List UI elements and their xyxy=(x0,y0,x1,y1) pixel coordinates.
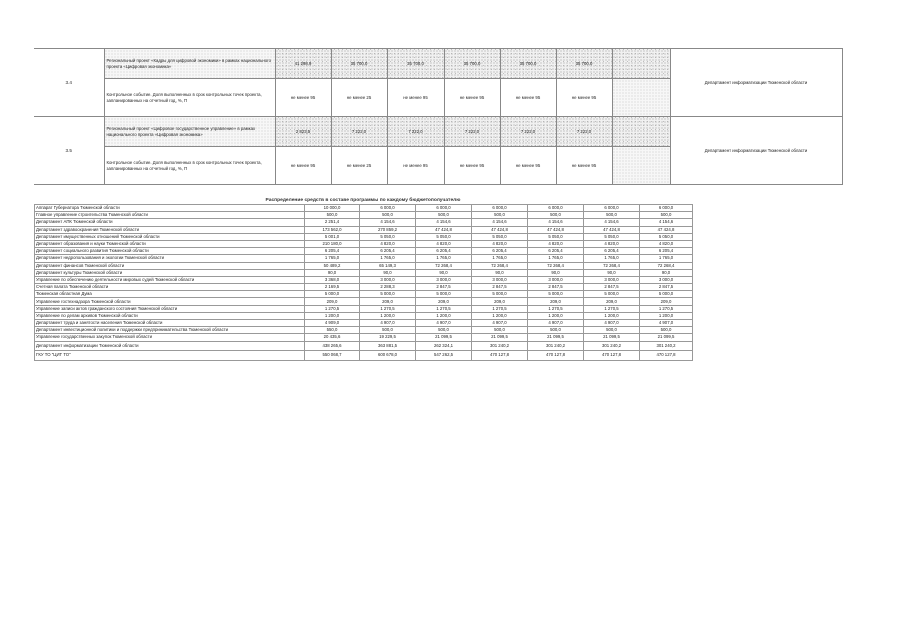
recipient-amount: 90,0 xyxy=(305,269,360,276)
indicator-text: Контрольное событие. Доля выполненных в срок контрольных точек проекта, запланированных на отчетный год, %, П xyxy=(104,147,275,185)
recipient-amount: 72 268,4 xyxy=(416,262,472,269)
recipient-amount: 500,0 xyxy=(416,327,472,334)
recipient-amount: 5 050,0 xyxy=(416,233,472,240)
recipient-name: Департамент инвестиционной политики и поддержки предпринимательства Тюменской области xyxy=(35,327,305,334)
recipient-amount: 1 200,0 xyxy=(640,312,693,319)
recipient-amount: 1 200,0 xyxy=(528,312,584,319)
recipient-amount: 5 000,0 xyxy=(528,291,584,298)
recipient-amount: 1 200,0 xyxy=(305,312,360,319)
recipient-amount: 19 229,5 xyxy=(360,334,416,341)
indicator-value: не менее 25 xyxy=(331,147,387,185)
distribution-row xyxy=(35,312,693,319)
recipient-amount: 10 000,0 xyxy=(305,205,360,212)
recipient-amount: 4 907,0 xyxy=(584,320,640,327)
indicator-empty-cell xyxy=(612,147,670,185)
recipient-amount: 5 050,0 xyxy=(640,233,693,240)
distribution-row xyxy=(35,305,693,312)
recipient-amount: 301 240,2 xyxy=(472,341,528,351)
recipient-name: Департамент здравоохранения Тюменской области xyxy=(35,226,305,233)
recipient-amount: 210 180,0 xyxy=(305,240,360,247)
recipient-amount: 47 424,8 xyxy=(472,226,528,233)
distribution-row xyxy=(35,240,693,247)
recipient-amount: 3 000,0 xyxy=(360,276,416,283)
recipient-amount: 500,0 xyxy=(640,212,693,219)
recipient-amount: 5 000,0 xyxy=(305,291,360,298)
recipient-amount: 6 205,4 xyxy=(360,248,416,255)
recipient-amount: 1 200,0 xyxy=(472,312,528,319)
distribution-row xyxy=(35,269,693,276)
indicator-value: не менее 95 xyxy=(556,147,612,185)
recipient-amount: 90,0 xyxy=(584,269,640,276)
recipient-amount: 1 200,0 xyxy=(584,312,640,319)
recipient-amount: 47 424,8 xyxy=(640,226,693,233)
project-empty-cell xyxy=(612,49,670,79)
recipient-amount: 47 424,8 xyxy=(416,226,472,233)
recipient-amount: 6 000,0 xyxy=(360,205,416,212)
recipient-amount: 209,0 xyxy=(305,298,360,305)
recipient-amount: 1 270,5 xyxy=(584,305,640,312)
project-title: Региональный проект «Кадры для цифровой экономики» в рамках национального проекта «Цифровая экономика» xyxy=(104,49,275,79)
recipient-amount: 4 907,0 xyxy=(528,320,584,327)
recipient-amount: 1 200,0 xyxy=(360,312,416,319)
indicator-value: не менее 95 xyxy=(387,79,444,117)
recipient-amount: 500,0 xyxy=(305,212,360,219)
distribution-row xyxy=(35,298,693,305)
recipient-amount: 3 000,0 xyxy=(640,276,693,283)
project-value: 41 298,9 xyxy=(275,49,331,79)
recipient-amount: 550,0 xyxy=(305,327,360,334)
distribution-row xyxy=(35,205,693,212)
recipient-amount: 262 324,1 xyxy=(416,341,472,351)
recipient-amount: 65 149,3 xyxy=(360,262,416,269)
recipient-amount: 2 169,5 xyxy=(305,284,360,291)
indicator-value: не менее 95 xyxy=(556,79,612,117)
recipient-amount: 500,0 xyxy=(472,327,528,334)
recipient-amount: 270 859,2 xyxy=(360,226,416,233)
distribution-row xyxy=(35,327,693,334)
recipient-amount: 47 424,8 xyxy=(528,226,584,233)
recipient-amount: 20 435,6 xyxy=(305,334,360,341)
recipient-amount: 90,0 xyxy=(416,269,472,276)
distribution-row xyxy=(35,284,693,291)
indicator-value: не менее 25 xyxy=(331,79,387,117)
recipient-amount: 3 000,0 xyxy=(416,276,472,283)
indicator-value: не менее 95 xyxy=(500,79,556,117)
recipient-amount: 4 154,6 xyxy=(360,219,416,226)
project-row xyxy=(34,49,842,79)
indicator-value: не менее 95 xyxy=(387,147,444,185)
distribution-title: Распределение средств в составе программы по каждому бюджетополучателю xyxy=(265,198,461,203)
recipient-amount: 500,0 xyxy=(360,327,416,334)
recipient-amount: 21 099,5 xyxy=(472,334,528,341)
recipient-amount: 6 205,4 xyxy=(584,248,640,255)
recipient-amount: 72 268,4 xyxy=(640,262,693,269)
recipient-name: Департамент информатизации Тюменской области xyxy=(35,341,305,351)
recipient-amount: 5 001,0 xyxy=(305,233,360,240)
recipient-amount: 4 907,0 xyxy=(360,320,416,327)
recipient-amount: 6 205,4 xyxy=(640,248,693,255)
distribution-row xyxy=(35,219,693,226)
recipient-name: Управление по делам архивов Тюменской области xyxy=(35,312,305,319)
project-number: 3.5 xyxy=(34,117,104,185)
recipient-amount: 3 000,0 xyxy=(584,276,640,283)
recipient-amount: 90,0 xyxy=(640,269,693,276)
project-value: 35 700,0 xyxy=(387,49,444,79)
project-empty-cell xyxy=(612,117,670,147)
recipient-amount: 1 765,0 xyxy=(640,255,693,262)
recipient-amount: 4 154,6 xyxy=(584,219,640,226)
project-value: 35 700,0 xyxy=(556,49,612,79)
recipient-amount: 3 368,0 xyxy=(305,276,360,283)
recipient-amount: 301 240,2 xyxy=(584,341,640,351)
recipient-amount: 5 050,0 xyxy=(528,233,584,240)
project-row xyxy=(34,117,842,147)
recipient-name: Департамент социального развития Тюменской области xyxy=(35,248,305,255)
recipient-amount: 1 765,0 xyxy=(528,255,584,262)
project-value: 7 222,0 xyxy=(331,117,387,147)
recipient-amount: 2 251,4 xyxy=(305,219,360,226)
recipient-amount: 5 000,0 xyxy=(584,291,640,298)
indicator-value: не менее 95 xyxy=(444,79,500,117)
recipient-amount: 1 270,5 xyxy=(640,305,693,312)
recipient-amount: 6 000,0 xyxy=(416,205,472,212)
recipient-name: Департамент культуры Тюменской области xyxy=(35,269,305,276)
recipient-amount: 438 265,6 xyxy=(305,341,360,351)
distribution-table xyxy=(34,204,693,361)
recipient-amount: 21 099,5 xyxy=(640,334,693,341)
recipient-amount: 6 205,4 xyxy=(528,248,584,255)
project-value: 35 700,0 xyxy=(331,49,387,79)
distribution-row xyxy=(35,276,693,283)
recipient-amount: 4 820,0 xyxy=(416,240,472,247)
recipient-amount: 72 268,4 xyxy=(472,262,528,269)
recipient-amount: 173 562,0 xyxy=(305,226,360,233)
recipient-amount: 1 270,5 xyxy=(472,305,528,312)
project-value: 2 823,5 xyxy=(275,117,331,147)
recipient-amount: 5 050,0 xyxy=(584,233,640,240)
recipient-amount: 3 000,0 xyxy=(472,276,528,283)
recipient-amount: 363 881,5 xyxy=(360,341,416,351)
recipient-amount: 209,0 xyxy=(640,298,693,305)
recipient-amount: 21 099,5 xyxy=(416,334,472,341)
recipient-amount: 90,0 xyxy=(528,269,584,276)
recipient-name: Счетная палата Тюменской области xyxy=(35,284,305,291)
recipient-amount: 1 200,0 xyxy=(416,312,472,319)
recipient-amount: 1 765,0 xyxy=(584,255,640,262)
recipient-amount: 1 765,0 xyxy=(416,255,472,262)
distribution-row xyxy=(35,341,693,351)
recipient-amount: 21 099,5 xyxy=(528,334,584,341)
recipient-amount: 4 154,6 xyxy=(528,219,584,226)
recipient-amount: 2 847,5 xyxy=(584,284,640,291)
indicator-empty-cell xyxy=(612,79,670,117)
recipient-amount: 1 270,5 xyxy=(528,305,584,312)
recipient-name: Департамент имущественных отношений Тюменской области xyxy=(35,233,305,240)
recipient-amount: 500,0 xyxy=(416,212,472,219)
indicator-value: не менее 95 xyxy=(444,147,500,185)
recipient-amount: 1 765,0 xyxy=(305,255,360,262)
project-number: 3.4 xyxy=(34,49,104,117)
recipient-amount: 500,0 xyxy=(584,327,640,334)
recipient-amount: 470 127,8 xyxy=(528,351,584,361)
recipient-amount: 301 240,2 xyxy=(640,341,693,351)
recipient-name: Тюменская областная Дума xyxy=(35,291,305,298)
recipient-amount: 1 270,5 xyxy=(416,305,472,312)
recipient-name: Управление государственных закупок Тюменской области xyxy=(35,334,305,341)
recipient-amount: 5 000,0 xyxy=(360,291,416,298)
recipient-amount: 4 907,0 xyxy=(416,320,472,327)
recipient-amount: 4 820,0 xyxy=(640,240,693,247)
recipient-amount: 2 288,3 xyxy=(360,284,416,291)
distribution-row xyxy=(35,334,693,341)
recipient-amount: 6 205,4 xyxy=(472,248,528,255)
recipient-amount: 470 127,8 xyxy=(640,351,693,361)
recipient-amount: 4 154,6 xyxy=(472,219,528,226)
project-department: Департамент информатизации Тюменской области xyxy=(670,49,842,117)
recipient-amount: 4 907,0 xyxy=(640,320,693,327)
distribution-row xyxy=(35,212,693,219)
recipient-name: Главное управление строительства Тюменской области xyxy=(35,212,305,219)
recipient-amount: 500,0 xyxy=(472,212,528,219)
recipient-amount: 5 050,0 xyxy=(360,233,416,240)
recipient-amount: 2 847,5 xyxy=(640,284,693,291)
recipient-amount: 4 154,6 xyxy=(416,219,472,226)
project-value: 7 222,0 xyxy=(500,117,556,147)
recipient-amount: 2 847,5 xyxy=(416,284,472,291)
project-value: 7 222,0 xyxy=(444,117,500,147)
recipient-amount: 21 099,5 xyxy=(584,334,640,341)
recipient-amount: 500,0 xyxy=(640,327,693,334)
recipient-amount: 5 000,0 xyxy=(416,291,472,298)
recipient-amount: 209,0 xyxy=(416,298,472,305)
recipient-amount: 500,0 xyxy=(584,212,640,219)
recipient-amount: 90,0 xyxy=(360,269,416,276)
recipient-amount: 2 847,5 xyxy=(472,284,528,291)
project-value: 35 700,0 xyxy=(500,49,556,79)
distribution-row xyxy=(35,262,693,269)
recipient-amount: 600 678,0 xyxy=(360,351,416,361)
recipient-amount: 6 000,0 xyxy=(584,205,640,212)
recipient-amount: 50 489,2 xyxy=(305,262,360,269)
recipient-name: Департамент недропользования и экологии Тюменской области xyxy=(35,255,305,262)
recipient-amount: 2 847,5 xyxy=(528,284,584,291)
recipient-amount: 72 268,4 xyxy=(584,262,640,269)
recipient-name: ГКУ ТО "ЦИТ ТО" xyxy=(35,351,305,361)
recipient-name: Департамент труда и занятости населения Тюменской области xyxy=(35,320,305,327)
project-value: 7 222,0 xyxy=(556,117,612,147)
recipient-amount: 1 270,5 xyxy=(305,305,360,312)
recipient-amount: 3 000,0 xyxy=(528,276,584,283)
recipient-amount: 1 765,0 xyxy=(472,255,528,262)
indicator-text: Контрольное событие. Доля выполненных в срок контрольных точек проекта, запланированных на отчетный год, %, П xyxy=(104,79,275,117)
distribution-row xyxy=(35,291,693,298)
recipient-amount: 209,0 xyxy=(360,298,416,305)
recipient-amount: 4 909,0 xyxy=(305,320,360,327)
distribution-row xyxy=(35,233,693,240)
distribution-row xyxy=(35,320,693,327)
recipient-amount: 209,0 xyxy=(584,298,640,305)
projects-table xyxy=(34,48,843,185)
recipient-amount: 500,0 xyxy=(528,327,584,334)
recipient-amount: 500,0 xyxy=(360,212,416,219)
recipient-amount: 6 000,0 xyxy=(472,205,528,212)
recipient-name: Управление по обеспечению деятельности мировых судей Тюменской области xyxy=(35,276,305,283)
recipient-amount: 1 270,5 xyxy=(360,305,416,312)
recipient-amount: 5 050,0 xyxy=(472,233,528,240)
recipient-amount: 4 820,0 xyxy=(472,240,528,247)
recipient-amount: 209,0 xyxy=(472,298,528,305)
indicator-value: не менее 95 xyxy=(500,147,556,185)
indicator-value: не менее 95 xyxy=(275,147,331,185)
distribution-row xyxy=(35,248,693,255)
project-value: 35 700,0 xyxy=(444,49,500,79)
project-department: Департамент информатизации Тюменской области xyxy=(670,117,842,185)
recipient-amount: 4 820,0 xyxy=(584,240,640,247)
recipient-name: Управление записи актов гражданского состояния Тюменской области xyxy=(35,305,305,312)
recipient-name: Управление гостехнадзора Тюменской области xyxy=(35,298,305,305)
recipient-amount: 47 424,8 xyxy=(584,226,640,233)
recipient-amount: 1 765,0 xyxy=(360,255,416,262)
recipient-amount: 4 907,0 xyxy=(472,320,528,327)
recipient-amount: 4 154,6 xyxy=(640,219,693,226)
recipient-amount: 90,0 xyxy=(472,269,528,276)
recipient-amount: 301 240,2 xyxy=(528,341,584,351)
recipient-amount: 209,0 xyxy=(528,298,584,305)
project-value: 7 222,0 xyxy=(387,117,444,147)
recipient-amount: 550 068,7 xyxy=(305,351,360,361)
recipient-amount: 6 000,0 xyxy=(528,205,584,212)
recipient-amount: 4 820,0 xyxy=(528,240,584,247)
project-title: Региональный проект «Цифровое государственное управление» в рамках национального проекта «Цифровая экономика» xyxy=(104,117,275,147)
recipient-amount: 470 127,8 xyxy=(584,351,640,361)
recipient-amount: 4 820,0 xyxy=(360,240,416,247)
recipient-name: Департамент АПК Тюменской области xyxy=(35,219,305,226)
recipient-name: Департамент финансов Тюменской области xyxy=(35,262,305,269)
recipient-name: Департамент образования и науки Тюменской области xyxy=(35,240,305,247)
distribution-row xyxy=(35,226,693,233)
recipient-amount: 6 000,0 xyxy=(640,205,693,212)
recipient-amount: 72 268,4 xyxy=(528,262,584,269)
recipient-amount: 6 205,4 xyxy=(305,248,360,255)
recipient-amount: 5 000,0 xyxy=(472,291,528,298)
recipient-amount: 6 205,4 xyxy=(416,248,472,255)
distribution-row xyxy=(35,255,693,262)
recipient-amount: 5 000,0 xyxy=(640,291,693,298)
recipient-name: Аппарат Губернатора Тюменской области xyxy=(35,205,305,212)
distribution-row xyxy=(35,351,693,361)
recipient-amount: 470 127,8 xyxy=(472,351,528,361)
recipient-amount: 547 262,5 xyxy=(416,351,472,361)
indicator-value: не менее 95 xyxy=(275,79,331,117)
recipient-amount: 500,0 xyxy=(528,212,584,219)
